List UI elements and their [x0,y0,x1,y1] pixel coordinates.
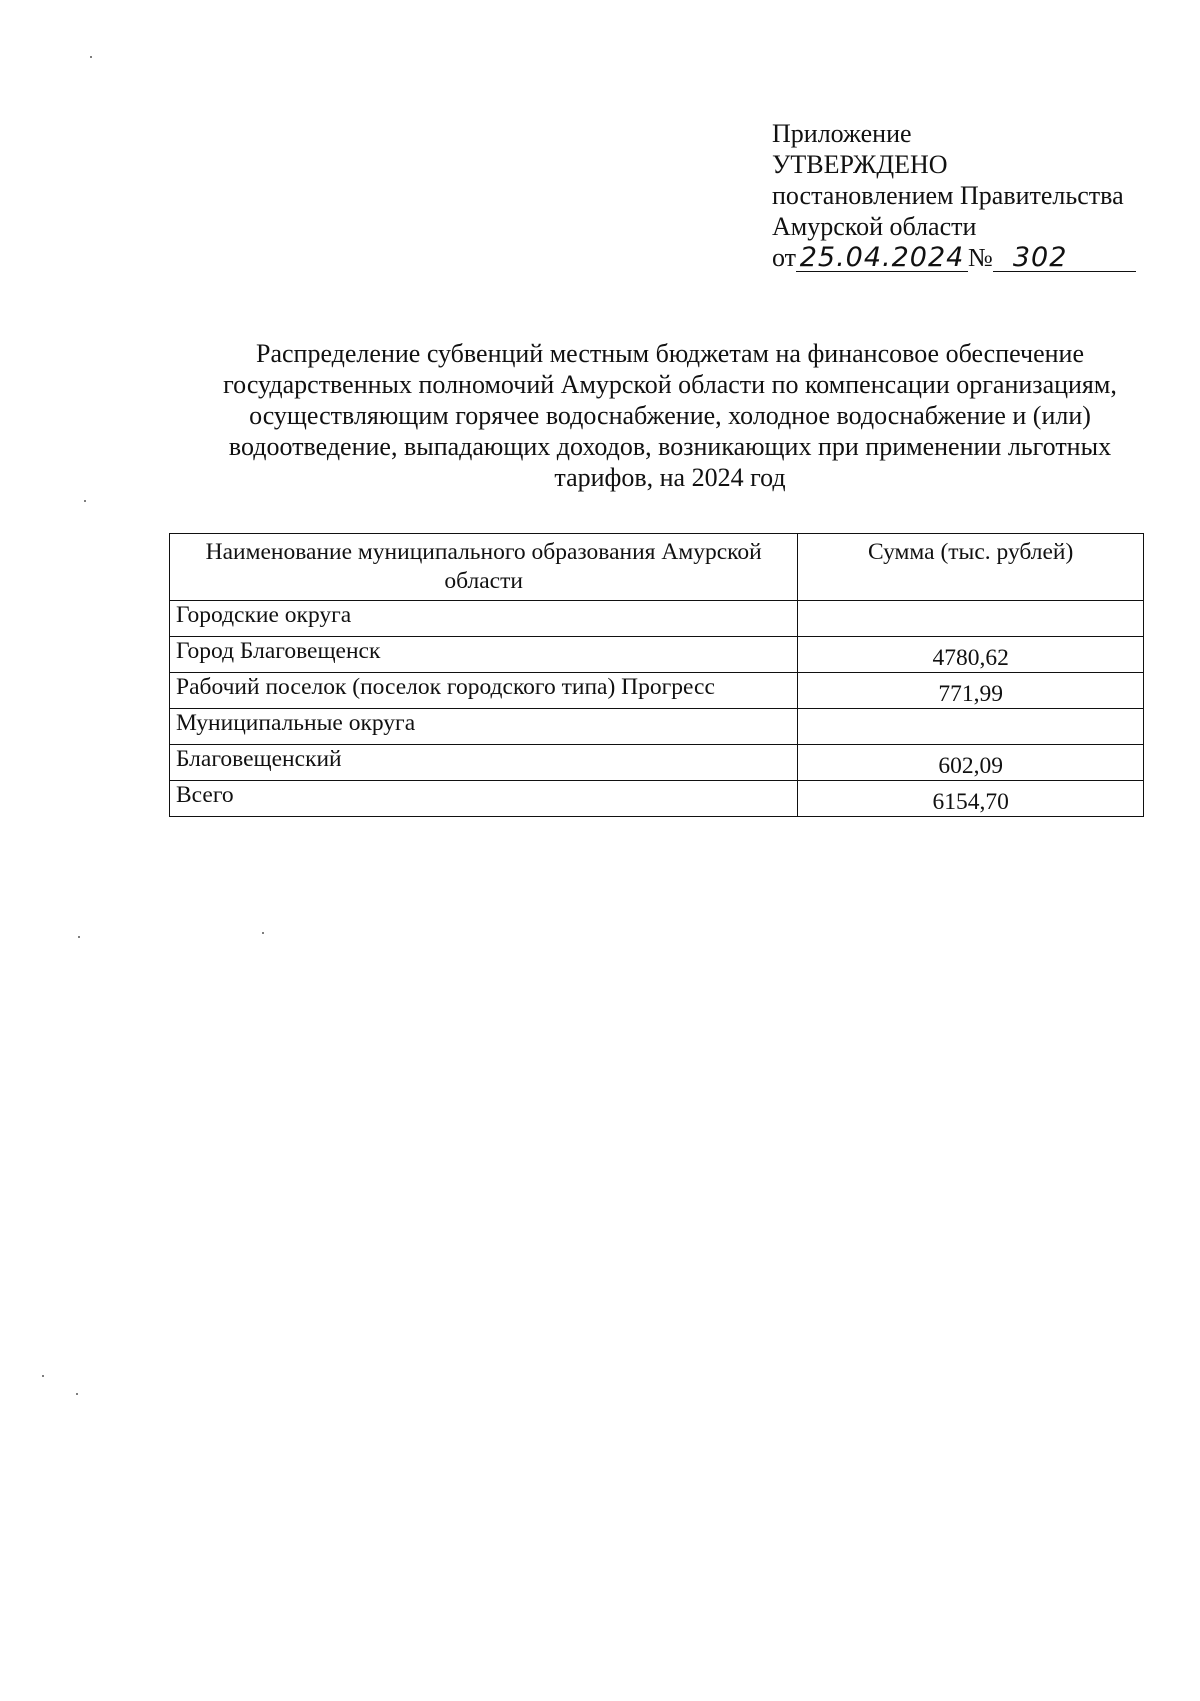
row-name: Город Благовещенск [170,637,798,673]
header-sum: Сумма (тыс. рублей) [798,534,1144,601]
handwritten-number: 302 [1012,242,1068,273]
table-row [170,709,1144,745]
table-row [170,673,1144,709]
number-field [993,242,1136,273]
row-value: 771,99 [798,673,1144,709]
date-number-line [772,242,1136,273]
row-value: 602,09 [798,745,1144,781]
scan-speck [84,500,86,502]
table-header-row [170,534,1144,601]
scan-speck [90,56,92,58]
approved-by-line: постановлением Правительства [772,181,1124,210]
scan-speck [262,932,264,934]
header-name: Наименование муниципального образования Амурской области [170,534,798,601]
document-title: Распределение субвенций местным бюджетам на финансовое обеспечение государственных полномочий Амурской области по компенсации организациям, осуществляющим горячее водоснабжение, холодное водоснабжение и (или) водоотведение, выпадающих доходов, возникающих при применении льготных тарифов, на 2024 год [223,339,1117,492]
region-line: Амурской области [772,212,977,241]
row-name: Городские округа [170,601,798,637]
date-field [796,242,968,273]
scan-speck [42,1375,44,1377]
row-value [798,601,1144,637]
row-name: Благовещенский [170,745,798,781]
row-name: Рабочий поселок (поселок городского типа) Прогресс [170,673,798,709]
row-value: 4780,62 [798,637,1144,673]
number-prefix: № [968,243,993,272]
handwritten-date: 25.04.2024 [799,242,965,273]
row-value [798,709,1144,745]
table-row [170,745,1144,781]
row-value: 6154,70 [798,781,1144,817]
approved-label: УТВЕРЖДЕНО [772,150,948,179]
distribution-table [169,533,1144,817]
row-name: Всего [170,781,798,817]
row-name: Муниципальные округа [170,709,798,745]
appendix-label: Приложение [772,119,912,148]
table-row-total [170,781,1144,817]
approval-block [772,118,1136,273]
date-prefix: от [772,243,797,272]
table-row [170,637,1144,673]
scan-speck [76,1393,78,1395]
table-row [170,601,1144,637]
scan-speck [78,936,80,938]
